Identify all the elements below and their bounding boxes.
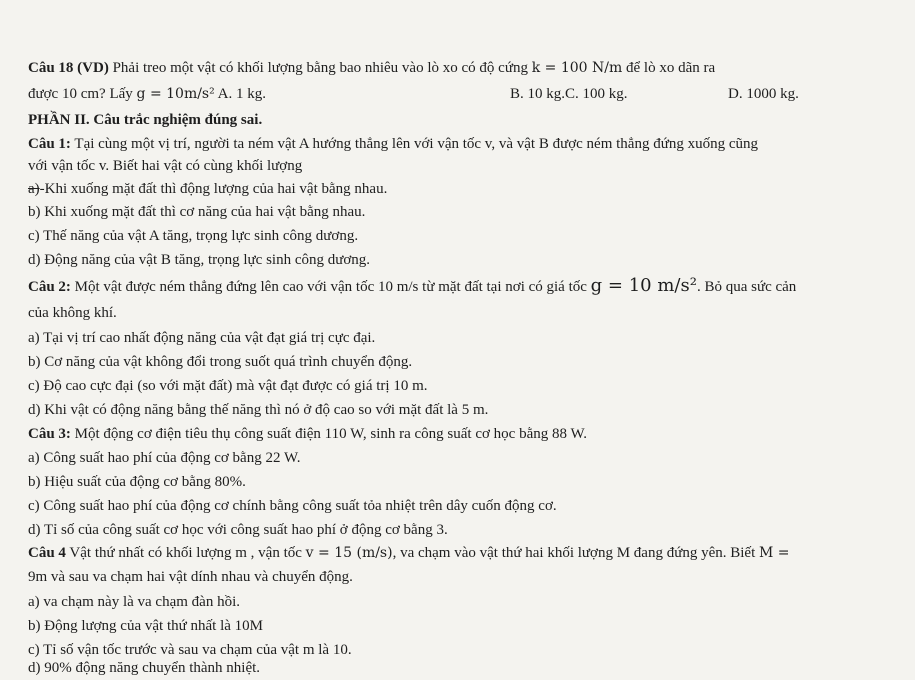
c4-m-expr: M = — [759, 545, 790, 561]
c4-stem-line1 — [28, 543, 790, 563]
section-title: PHẦN II. Câu trắc nghiệm đúng sai. — [28, 112, 263, 128]
c3-option-d: d) Tỉ số của công suất cơ học với công suất hao phí ở động cơ bằng 3. — [28, 522, 448, 538]
q18-k-expr: k = 100 N/m — [531, 60, 623, 76]
c4-option-a: a) va chạm này là va chạm đàn hồi. — [28, 594, 240, 610]
c3-option-b: b) Hiệu suất của động cơ bằng 80%. — [28, 474, 246, 490]
q18-opt-d: D. 1000 kg. — [728, 86, 799, 102]
q18-line2-a: được 10 cm? Lấy — [28, 86, 133, 102]
c3-label: Câu 3: — [28, 426, 71, 442]
c1-stem-line1 — [28, 134, 758, 154]
c3-stem — [28, 424, 587, 444]
c3-option-a: a) Công suất hao phí của động cơ bằng 22 W. — [28, 450, 301, 466]
c4-stem1a: Vật thứ nhất có khối lượng m , vận tốc — [69, 545, 302, 561]
c2-option-d: d) Khi vật có động năng bằng thế năng thì nó ở độ cao so với mặt đất là 5 m. — [28, 402, 489, 418]
c2-g-expr: g = 10 m/s² — [590, 275, 697, 296]
c4-option-b: b) Động lượng của vật thứ nhất là 10M — [28, 618, 263, 634]
c1-option-c: c) Thế năng của vật A tăng, trọng lực sinh công dương. — [28, 228, 359, 244]
q18-line1 — [28, 58, 715, 78]
q18-opt-a: A. 1 kg. — [217, 86, 267, 102]
c1-option-d: d) Động năng của vật B tăng, trọng lực sinh công dương. — [28, 252, 371, 268]
q18-line2 — [28, 84, 888, 104]
c4-label: Câu 4 — [28, 545, 66, 561]
c4-v-expr: v = 15 (m/s) — [305, 545, 393, 561]
c1-option-b: b) Khi xuống mặt đất thì cơ năng của hai vật bằng nhau. — [28, 204, 366, 220]
c2-stem-line1 — [28, 276, 796, 297]
c2-stem1b: . Bỏ qua sức cản — [696, 279, 797, 295]
c3-option-c: c) Công suất hao phí của động cơ chính bằng công suất tỏa nhiệt trên dây cuốn động cơ. — [28, 498, 557, 514]
c3-stem-text: Một động cơ điện tiêu thụ công suất điện 110 W, sinh ra công suất cơ học bằng 88 W. — [74, 426, 587, 442]
c1-a-mark: a) — [28, 181, 40, 197]
c2-option-b: b) Cơ năng của vật không đổi trong suốt quá trình chuyển động. — [28, 354, 413, 370]
c4-option-c: c) Tỉ số vận tốc trước và sau va chạm của vật m là 10. — [28, 642, 352, 658]
q18-stem-a: Phải treo một vật có khối lượng bằng bao nhiêu vào lò xo có độ cứng — [112, 60, 528, 76]
c2-option-a: a) Tại vị trí cao nhất động năng của vật đạt giá trị cực đại. — [28, 330, 376, 346]
q18-opt-bc: B. 10 kg.C. 100 kg. — [510, 86, 628, 102]
c4-option-d: d) 90% động năng chuyển thành nhiệt. — [28, 660, 261, 676]
c2-label: Câu 2: — [28, 279, 71, 295]
c1-label: Câu 1: — [28, 136, 71, 152]
q18-label: Câu 18 (VD) — [28, 60, 109, 76]
q18-g-expr: g = 10m/s² — [136, 86, 215, 102]
c1-a-text: -Khi xuống mặt đất thì động lượng của hai vật bằng nhau. — [39, 181, 388, 197]
c2-option-c: c) Độ cao cực đại (so với mặt đất) mà vật đạt được có giá trị 10 m. — [28, 378, 428, 394]
c4-stem-line2: 9m và sau va chạm hai vật dính nhau và chuyển động. — [28, 569, 353, 585]
c1-stem1: Tại cùng một vị trí, người ta ném vật A hướng thẳng lên với vận tốc v, và vật B được ném thẳng đứng xuống cũng — [74, 136, 758, 152]
c2-stem-line2: của không khí. — [28, 305, 117, 321]
q18-stem-b: để lò xo dãn ra — [626, 60, 716, 76]
c1-stem-line2: với vận tốc v. Biết hai vật có cùng khối lượng — [28, 158, 303, 174]
c2-stem1a: Một vật được ném thẳng đứng lên cao với vận tốc 10 m/s từ mặt đất tại nơi có giá tốc — [74, 279, 587, 295]
c1-option-a — [28, 179, 387, 199]
c4-stem1b: , va chạm vào vật thứ hai khối lượng M đang đứng yên. Biết — [392, 545, 756, 561]
